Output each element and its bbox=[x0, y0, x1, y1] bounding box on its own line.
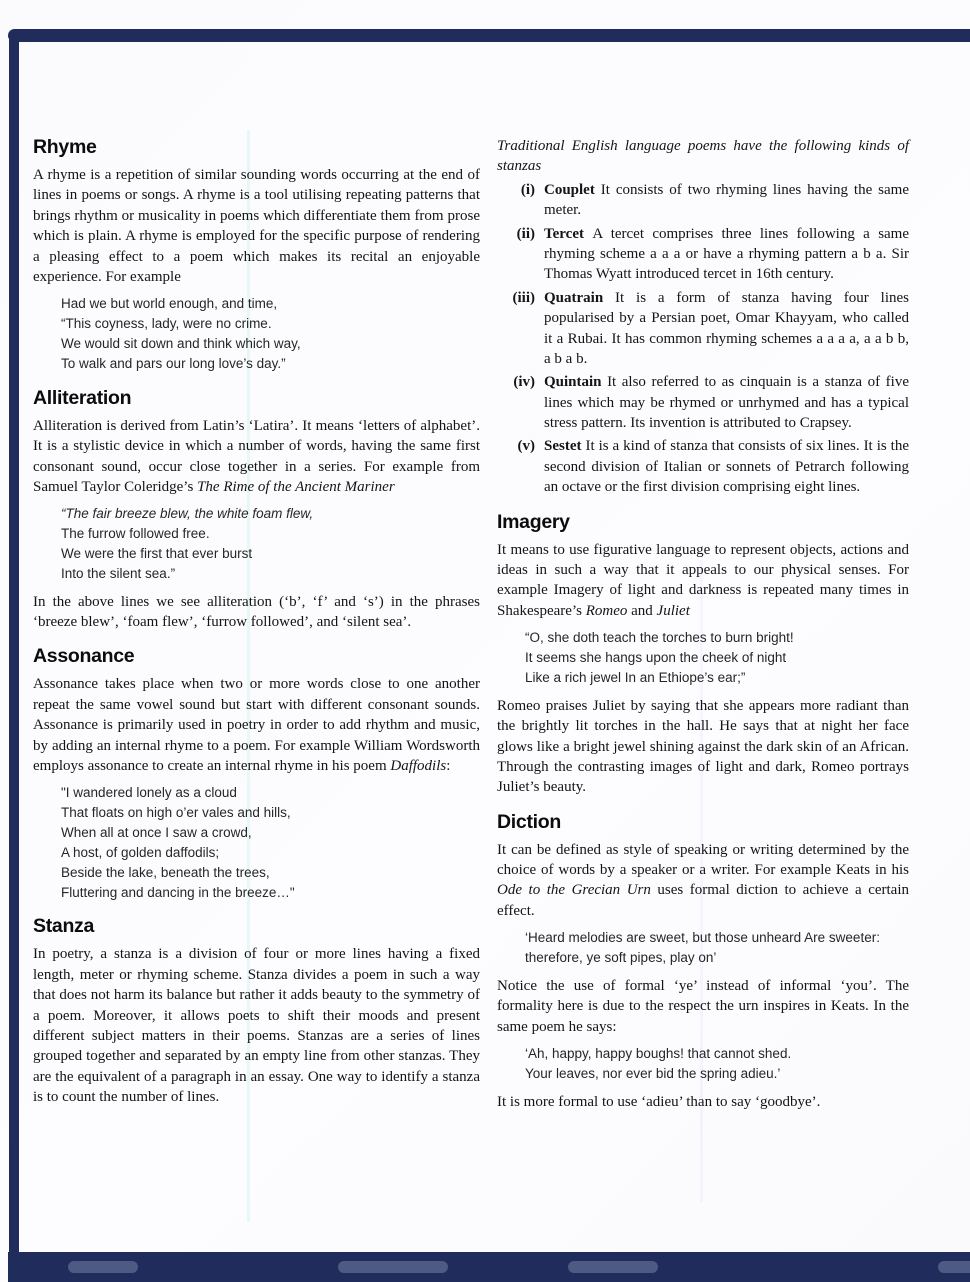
list-item-marker: (v) bbox=[517, 438, 535, 455]
poem-quote bbox=[61, 504, 480, 583]
list-item-term: Quatrain bbox=[544, 289, 616, 306]
body-paragraph bbox=[497, 976, 909, 1037]
scan-edge-bottom bbox=[8, 1252, 970, 1282]
text-segment: Into the silent sea.” bbox=[61, 565, 176, 581]
text-segment: A host, of golden daffodils; bbox=[61, 844, 220, 860]
text-segment: We were the first that ever burst bbox=[61, 545, 253, 561]
text-segment: A rhyme is a repetition of similar sounding words occurring at the end of lines in poems or songs. A rhyme is a tool utilising repeating patterns that brings rhythm or musicality in poems which differentiate them from prose which is plain. A rhyme is employed for the specific purpose of rendering a pleasing effect to a poem which makes its recital an enjoyable experience. For example bbox=[33, 167, 480, 285]
body-paragraph bbox=[33, 416, 480, 498]
body-paragraph bbox=[33, 592, 480, 633]
stanza-kinds-list bbox=[497, 180, 909, 498]
list-item-text bbox=[544, 372, 909, 433]
poem-line bbox=[61, 783, 480, 803]
list-item-marker: (i) bbox=[520, 181, 535, 198]
list-item-marker: (ii) bbox=[516, 225, 535, 242]
section-heading-rhyme: Rhyme bbox=[33, 136, 97, 158]
text-segment: It can be defined as style of speaking or writing determined by the choice of words by a speaker or a writer. For example Keats in his bbox=[497, 841, 909, 879]
poem-line bbox=[61, 843, 480, 863]
text-segment: To walk and pars our long love’s day.” bbox=[61, 355, 286, 371]
text-segment: Fluttering and dancing in the breeze…" bbox=[61, 884, 295, 900]
poem-quote bbox=[525, 1044, 909, 1084]
italic-text: Daffodils bbox=[390, 758, 447, 774]
list-item-marker: (iii) bbox=[512, 289, 535, 306]
italic-text: Ode to the Grecian Urn bbox=[497, 882, 651, 899]
list-item-text bbox=[544, 180, 909, 221]
list-item-description: It also referred to as cinquain is a stanza of five lines which may be rhymed or unrhymed and has a typical stress pattern. Its invention is attributed to Crapsey. bbox=[544, 374, 909, 432]
poem-quote bbox=[525, 628, 909, 688]
text-segment: In poetry, a stanza is a division of four or more lines having a fixed length, meter or rhyming scheme. Stanza divides a poem in such a way that does not harm its balance but rather it adds beauty to the symmetry of a poem. Moreover, it allows poets to shift their moods and present different subject matters in their poems. Stanzas are a series of lines grouped together and separated by an empty line from other stanzas. They are the equivalent of a paragraph in an essay. One way to identify a stanza is to count the number of lines. bbox=[33, 946, 480, 1106]
list-item-text bbox=[544, 224, 909, 285]
poem-line bbox=[61, 863, 480, 883]
scan-glare bbox=[938, 1261, 970, 1273]
section-heading-stanza: Stanza bbox=[33, 915, 95, 938]
list-item bbox=[497, 224, 909, 285]
poem-line bbox=[525, 928, 909, 948]
text-segment: It is more formal to use ‘adieu’ than to say ‘goodbye’. bbox=[497, 1093, 821, 1110]
text-segment: ‘Heard melodies are sweet, but those unheard Are sweeter: bbox=[525, 930, 880, 946]
poem-line bbox=[61, 823, 480, 843]
text-segment: That floats on high o’er vales and hills, bbox=[61, 805, 291, 821]
poem-line bbox=[61, 524, 480, 544]
list-item-description: It is a form of stanza having four lines popularised by a Persian poet, Omar Khayyam, who called it a Rubai. It has common rhyming schemes a a a a, a a b b, a b a b. bbox=[544, 289, 909, 367]
text-segment: Your leaves, nor ever bid the spring adieu.’ bbox=[525, 1065, 781, 1081]
text-segment: It means to use figurative language to represent objects, actions and ideas in such a way that it appeals to our physical senses. For example Imagery of light and darkness is repeated many times in Shakespeare’s bbox=[497, 541, 909, 619]
section-heading-diction: Diction bbox=[497, 810, 561, 833]
list-item-text bbox=[544, 436, 909, 497]
list-item-description: It consists of two rhyming lines having the same meter. bbox=[544, 181, 910, 219]
section-heading-imagery: Imagery bbox=[497, 510, 570, 533]
italic-text: Romeo bbox=[585, 602, 628, 619]
right-column bbox=[497, 136, 909, 1115]
text-segment: Notice the use of formal ‘ye’ instead of informal ‘you’. The formality here is due to the respect the urn inspires in Keats. In the same poem he says: bbox=[497, 977, 909, 1035]
poem-line bbox=[525, 1044, 909, 1064]
poem-line bbox=[525, 1064, 909, 1084]
list-item-term: Sestet bbox=[544, 438, 586, 455]
text-segment: "I wandered lonely as a cloud bbox=[61, 785, 237, 801]
poem-line bbox=[61, 883, 480, 903]
scan-glare bbox=[68, 1261, 138, 1273]
body-paragraph bbox=[497, 1092, 909, 1112]
body-paragraph bbox=[33, 674, 480, 776]
list-item-description: It is a kind of stanza that consists of six lines. It is the second division of Italian or sonnets of Petrarch following an octave or the first division comprising eight lines. bbox=[544, 438, 909, 496]
body-paragraph bbox=[497, 840, 909, 922]
poem-line bbox=[525, 948, 909, 968]
list-item bbox=[497, 372, 909, 433]
list-item-term: Tercet bbox=[544, 225, 593, 242]
list-item-marker: (iv) bbox=[513, 374, 535, 391]
text-segment: uses formal diction to achieve a certain effect. bbox=[497, 882, 909, 919]
body-paragraph bbox=[33, 944, 480, 1107]
section-heading-assonance: Assonance bbox=[33, 645, 135, 668]
scan-glare bbox=[568, 1261, 658, 1273]
text-segment: : bbox=[446, 758, 451, 774]
italic-text: “The fair breeze blew, the white foam flew, bbox=[61, 506, 314, 522]
list-item-term: Couplet bbox=[544, 181, 601, 198]
poem-line bbox=[525, 628, 909, 648]
italic-text: Traditional English language poems have the following kinds of stanzas bbox=[497, 138, 909, 175]
left-column bbox=[33, 136, 480, 1111]
poem-line bbox=[61, 564, 480, 584]
text-segment: Alliteration is derived from Latin’s ‘Latira’. It means ‘letters of alphabet’. It is a stylistic device in which a number of words, having the same first consonant sound, occur close together in a series. For example from Samuel Taylor Coleridge’s bbox=[33, 417, 480, 495]
poem-line bbox=[61, 803, 480, 823]
italic-text: The Rime of the Ancient Mariner bbox=[197, 478, 395, 495]
poem-line bbox=[61, 334, 480, 354]
text-segment: It seems she hangs upon the cheek of night bbox=[525, 650, 787, 666]
list-item bbox=[497, 180, 909, 221]
body-paragraph bbox=[33, 165, 480, 287]
list-item bbox=[497, 436, 909, 497]
scan-edge-left bbox=[9, 36, 19, 1282]
list-item-text bbox=[544, 288, 909, 370]
body-paragraph bbox=[497, 696, 909, 798]
body-paragraph bbox=[497, 540, 909, 622]
scan-glare bbox=[338, 1261, 448, 1273]
italic-text: Juliet bbox=[656, 602, 690, 619]
section-heading-alliteration: Alliteration bbox=[33, 386, 132, 409]
text-segment: When all at once I saw a crowd, bbox=[61, 825, 252, 841]
poem-line bbox=[525, 648, 909, 668]
intro-paragraph bbox=[497, 136, 909, 177]
poem-line bbox=[61, 354, 480, 374]
text-segment: In the above lines we see alliteration (‘b’, ‘f’ and ‘s’) in the phrases ‘breeze blew’, ‘foam flew’, ‘furrow followed’, and ‘silent sea’. bbox=[33, 593, 480, 631]
text-segment: Had we but world enough, and time, bbox=[61, 296, 278, 312]
poem-line bbox=[525, 668, 909, 688]
list-item-description: A tercet comprises three lines following a same rhyming scheme a a a or have a rhyming pattern a b a. Sir Thomas Wyatt introduced tercet in 16th century. bbox=[544, 225, 910, 283]
poem-line bbox=[61, 544, 480, 564]
text-segment: Beside the lake, beneath the trees, bbox=[61, 864, 270, 880]
poem-quote bbox=[61, 294, 480, 373]
text-segment: We would sit down and think which way, bbox=[61, 336, 301, 352]
text-segment: ‘Ah, happy, happy boughs! that cannot shed. bbox=[525, 1046, 792, 1062]
text-segment: and bbox=[627, 602, 657, 619]
text-segment: Like a rich jewel In an Ethiope’s ear;” bbox=[525, 669, 746, 685]
poem-quote bbox=[61, 783, 480, 902]
poem-line bbox=[61, 294, 480, 314]
scan-edge-top bbox=[8, 29, 970, 42]
poem-quote bbox=[525, 928, 909, 968]
text-segment: “O, she doth teach the torches to burn bright! bbox=[525, 630, 794, 646]
list-item-term: Quintain bbox=[544, 374, 608, 391]
poem-line bbox=[61, 314, 480, 334]
text-segment: “This coyness, lady, were no crime. bbox=[61, 316, 272, 332]
text-segment: Assonance takes place when two or more words close to one another repeat the same vowel sound but start with different consonant sounds. Assonance is primarily used in poetry in order to add rhythm and music, by adding an internal rhyme to a poem. For example William Wordsworth employs assonance to create an internal rhyme in his poem bbox=[33, 676, 480, 774]
list-item bbox=[497, 288, 909, 370]
text-segment: therefore, ye soft pipes, play on’ bbox=[525, 950, 717, 966]
text-segment: The furrow followed free. bbox=[61, 526, 210, 542]
poem-line bbox=[61, 504, 480, 524]
text-segment: Romeo praises Juliet by saying that she appears more radiant than the brightly lit torches in the hall. He says that at night her face glows like a bright jewel shining against the dark skin of an African. Through the contrasting images of light and dark, Romeo portrays Juliet’s beauty. bbox=[497, 697, 909, 796]
